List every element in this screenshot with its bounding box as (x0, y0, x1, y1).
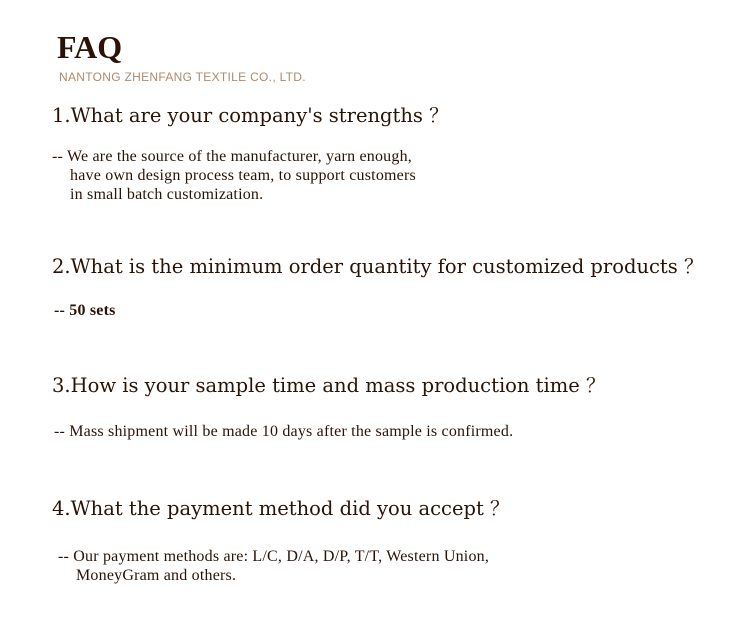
faq-answer-2-line-1: -- 50 sets (54, 302, 116, 319)
faq-answer-1-line-1: -- We are the source of the manufacturer, yarn enough, (52, 148, 412, 165)
faq-question-3: 3.How is your sample time and mass production time ？ (52, 374, 606, 397)
faq-answer-3-line-1: -- Mass shipment will be made 10 days after the sample is confirmed. (54, 423, 514, 440)
faq-answer-4 (58, 547, 489, 585)
faq-question-4: 4.What the payment method did you accept ？ (52, 497, 510, 520)
faq-question-1: 1.What are your company's strengths ？ (52, 104, 449, 127)
faq-answer-1 (52, 147, 416, 204)
faq-answer-4-line-2: MoneyGram and others. (76, 567, 237, 584)
faq-answer-1-line-3: in small batch customization. (70, 186, 264, 203)
faq-answer-4-line-1: -- Our payment methods are: L/C, D/A, D/P, T/T, Western Union, (58, 548, 490, 565)
page-title: FAQ (57, 29, 123, 65)
faq-answer-1-line-2: have own design process team, to support customers (70, 167, 416, 184)
faq-answer-2 (54, 301, 116, 320)
faq-answer-3 (54, 422, 513, 441)
company-name: NANTONG ZHENFANG TEXTILE CO., LTD. (59, 70, 306, 84)
faq-question-2: 2.What is the minimum order quantity for customized products ？ (52, 255, 704, 278)
